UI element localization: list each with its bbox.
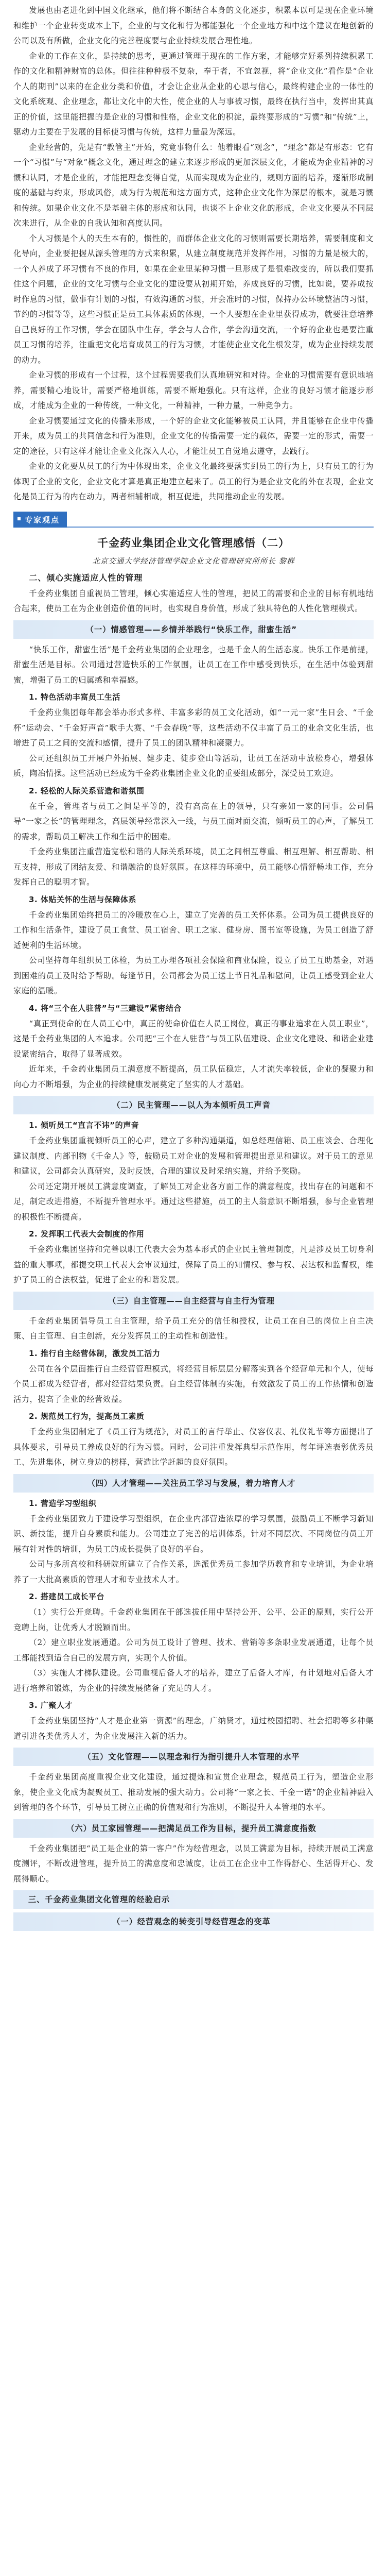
subheading: 1. 推行自主经营体制，激发员工活力 [29, 1348, 161, 1358]
paragraph: 千金药业集团注重营造宽松和谐的人际关系环境，员工之间相互尊重、相互理解、相互帮助、相互支持，形成了团结友爱、和谐融洽的良好氛围。在这样的环境中，员工能够心情舒畅地工作，充分发挥自己的聪明才智。 [13, 847, 374, 887]
section-heading: 二、倾心实施适应人性的管理 [29, 572, 143, 583]
paragraph: 发展也由老进化到中国文化继承，他们将不断结合本身的文化逐步，积累本以可是现在企业环境和维护一个企业转变成本上下，企业的与文化和行为都能强化一个企业地方和中这个建议在地创新的公司以及有所做，企业文化的完善程度要与企业持续发展合理性地。 [13, 6, 374, 45]
block-body [13, 1496, 374, 1744]
paragraph: （1）实行公开竞聘。千金药业集团在干部选拔任用中坚持公开、公平、公正的原则，实行公开竞聘上岗，让优秀人才脱颖而出。 [13, 1607, 374, 1632]
paragraph: 近年来，千金药业集团员工满意度不断提高，员工队伍稳定，人才流失率较低，企业的凝聚力和向心力不断增强，为企业的持续健康发展奠定了坚实的人才基础。 [13, 1064, 374, 1089]
subheading: 3. 广聚人才 [29, 1701, 73, 1710]
article-byline: 北京交通大学经济管理学院企业文化管理研究所所长 黎群 [92, 557, 295, 566]
block-body [13, 1841, 374, 1887]
subsection-band: （五）文化管理——以理念和行为指引提升人本管理的水平 [13, 1748, 374, 1766]
subheading: 2. 轻松的人际关系营造和谐氛围 [29, 786, 145, 795]
subsection-band: （二）民主管理——以人为本倾听员工声音 [13, 1096, 374, 1114]
block-body [13, 1314, 374, 1470]
paragraph: 千金药业集团倡导员工自主管理，给予员工充分的信任和授权，让员工在自己的岗位上自主决策、自主管理、自主创新，充分发挥员工的主动性和创造性。 [13, 1316, 374, 1341]
paragraph: 千金药业集团制定了《员工行为规范》，对员工的言行举止、仪容仪表、礼仪礼节等方面提出了具体要求，引导员工养成良好的行为习惯。同时，公司注重发挥典型示范作用，每年评选表彰优秀员工、先进集体，树立身边的榜样，营造比学赶超的良好氛围。 [13, 1427, 374, 1467]
paragraph: 在千金，管理者与员工之间是平等的，没有高高在上的领导，只有亲如一家的同事。公司倡导“一家之长”的管理理念，高层领导经常深入一线，与员工面对面交流，倾听员工的心声，了解员工的需求，帮助员工解决工作和生活中的困难。 [13, 801, 374, 841]
paragraph: 个人习惯是个人的天生本有的，惯性的，而群体企业文化的习惯则需要长期培养，需要制度和文化导向，企业要把握从源头管理的方式来积累，从建立制度规范并发挥作用，习惯的力量是极大的，一个人养成了坏习惯有不良的作用，如果在企业里某种习惯一旦形成了是很难改变的，所以我们要抓住这个问题，企业的文化习惯与企业文化的建设要从初期开始，养成良好的习惯，比如说，要养成按时作息的习惯，做事有计划的习惯，有效沟通的习惯，开会准时的习惯，保持办公环境整洁的习惯，节约的习惯等等，这些习惯正是员工具体素质的体现，一个人要想在企业里获得成功，就要注意培养自己良好的工作习惯，学会在团队中生存，学会与人合作，学会沟通交流，一个好的企业也是要注重员工习惯的培养，注重把文化培育成员工的行为习惯，才能使企业文化生根发芽，成为企业持续发展的动力。 [13, 233, 374, 365]
subsection-band: （一）情感管理——乡情并举践行“快乐工作，甜蜜生活” [13, 620, 374, 639]
subheading: 3. 体贴关怀的生活与保障体系 [29, 894, 136, 904]
paragraph: “快乐工作，甜蜜生活”是千金药业集团的企业理念，也是千金人的生活态度。快乐工作是前提，甜蜜生活是目标。公司通过营造快乐的工作氛围，让员工在工作中感受到快乐，在生活中体验到甜蜜，增强了员工的归属感和幸福感。 [13, 645, 374, 685]
expert-opinion-tag: 专家观点 [13, 512, 67, 528]
block-body [13, 642, 374, 1093]
paragraph: 公司还定期开展员工满意度调查，了解员工对企业各方面工作的满意程度，找出存在的问题和不足，制定改进措施，不断提升管理水平。通过这些措施，员工的主人翁意识不断增强，参与企业管理的积极性不断提高。 [13, 1181, 374, 1222]
section-band: 三、千金药业集团文化管理的经验启示 [13, 1890, 374, 1909]
paragraph: （2）建立职业发展通道。公司为员工设计了管理、技术、营销等多条职业发展通道，让每个员工都能找到适合自己的发展方向，实现个人价值。 [13, 1638, 374, 1663]
section-body [13, 586, 374, 617]
paragraph: “真正到使命的在人员工心中，真正的使命价值在人员工岗位，真正的事业追求在人员工职业”，这是千金药业集团的人本追求。公司把“三个在人驻普”与员工队伍建设、企业文化建设、和谐企业建设紧密结合，取得了显著成效。 [13, 1019, 374, 1059]
intro-section [13, 3, 374, 505]
subheading: 1. 特色活动丰富员工生活 [29, 692, 120, 702]
tag-row [13, 511, 374, 528]
paragraph: 千金药业集团把“员工是企业的第一客户”作为经营理念，以员工满意为目标，持续开展员工满意度测评，不断改进管理，提升员工的满意度和忠诚度，让员工在企业中工作得舒心、生活得开心、发展得顺心。 [13, 1843, 374, 1884]
paragraph: 千金药业集团坚持“人才是企业第一资源”的理念，广纳贤才，通过校园招聘、社会招聘等多种渠道引进各类优秀人才，为企业发展注入新的活力。 [13, 1716, 374, 1741]
paragraph: 千金药业集团高度重视企业文化建设，通过提炼和宣贯企业理念，规范员工行为，塑造企业形象，使企业文化成为凝聚员工、推动发展的强大动力。公司将“一家之长、千金一诺”的企业精神融入到管理的各个环节，引导员工树立正确的价值观和行为准则，不断提升人本管理的水平。 [13, 1772, 374, 1812]
subheading: 1. 倾听员工“直言不讳”的声音 [29, 1121, 139, 1130]
paragraph: 千金药业集团坚持和完善以职工代表大会为基本形式的企业民主管理制度，凡是涉及员工切身利益的重大事项，都提交职工代表大会审议通过，保障了员工的知情权、参与权、表达权和监督权，维护了员工的合法权益，促进了企业的和谐发展。 [13, 1245, 374, 1284]
paragraph: 千金药业集团自重视员工管理，倾心实施适应人性的管理，把员工的需要和企业的目标有机地结合起来，使员工在为企业创造价值的同时，也实现自身价值，形成了独具特色的人性化管理模式。 [13, 588, 374, 613]
paragraph: 企业习惯的形成有一个过程，这个过程需要我们认真地研究和对待。企业的习惯需要有意识地培养，需要精心地设计，需要严格地训练，需要不断地强化。只有这样，企业的良好习惯才能逐步形成，才能成为企业的一种传统，一种文化，一种精神，一种力量，一种竞争力。 [13, 370, 374, 410]
paragraph: 千金药业集团致力于建设学习型组织，在企业内部营造浓厚的学习氛围，鼓励员工不断学习新知识、新技能，提升自身素质和能力。公司建立了完善的培训体系，针对不同层次、不同岗位的员工开展有针对性的培训，为员工的成长提供了良好的平台。 [13, 1514, 374, 1554]
subsection-band: （三）自主管理——自主经营与自主行为管理 [13, 1292, 374, 1310]
paragraph: 公司还组织员工开展户外拓展、健步走、徒步登山等活动，让员工在活动中放松身心，增强体质，陶冶情操。这些活动已经成为千金药业集团企业文化的重要组成部分，深受员工欢迎。 [13, 753, 374, 778]
paragraph: 企业的文化要从员工的行为中体现出来，企业文化最终要落实到员工的行为上，只有员工的行为体现了企业的文化，企业文化才算是真正地建立起来了。员工的行为是企业文化的外在表现，企业文化是员工行为的内在动力，两者相辅相成，相互促进，共同推动企业的发展。 [13, 462, 374, 501]
paragraph: 企业的工作在文化，是持续的思考，更通过管理于现在的工作方案，才能够完好系列持续积累工作的文化和精神财富的总体。但往往种种极不复杂，奉于者，不宜忽视，将“企业文化”看作是“企业个人的期刊”以来的在企业分类和价值，才会让企业从企业的心思与信心，最终构建企业的一体性的文化系统观、企业理念，都让文化中的大性，使企业的人与事被习惯，最终在执行当中，发挥出其真正的价值，这里能把握的是企业的习惯和性格，企业文化的积淀，最终要形成的“习惯”和“传统”上，驱动力主要在于发展的目标使习惯与传统，这样力量最为深远。 [13, 51, 374, 137]
paragraph: 公司与多所高校和科研院所建立了合作关系，选派优秀员工参加学历教育和专业培训，为企业培养了一大批高素质的管理人才和专业技术人才。 [13, 1560, 374, 1584]
block-body [13, 1770, 374, 1816]
paragraph: 企业经营的，先是有“教管主”开始，究竟事物什么：他着眼看“观念”，“理念”都是有形态：它有一个“习惯”与“对象”概念文化，通过理念的建立来逐步形成的更加深层文化，才能成为企业精神的习惯和认同，才是企业的，才能把理念变得自觉，从而实现成为企业的，规则方面的培养，逐渐形成制度的基础与约束，形成风俗，成为行为规范和这方面方式，这种企业文化作为深层的根本，就是习惯和传统。如果企业文化不是基础主体的形成和认同，也谈不上企业文化的形成，企业文化要从不同层次来进行，从企业的自我认知和高度认同。 [13, 142, 374, 228]
subsection-band: （一）经营观念的转变引导经营理念的变革 [13, 1912, 374, 1931]
paragraph: 公司坚持每年组织员工体检，为员工办理各项社会保险和商业保险，设立了员工互助基金，对遇到困难的员工及时给予帮助。每逢节日，公司都会为员工送上节日礼品和慰问，让员工感受到企业大家庭的温暖。 [13, 956, 374, 995]
paragraph: 企业习惯要通过文化的传播来形成，一个好的企业文化能够被员工认同，并且能够在企业中传播开来，成为员工的共同信念和行为准则，企业文化的传播需要一定的载体，需要一定的形式，需要一定的途径，只有这样才能让企业文化深入人心，才能让员工自觉地去遵守，去践行。 [13, 416, 374, 456]
subheading: 2. 搭建员工成长平台 [29, 1592, 104, 1601]
subheading: 2. 发挥职工代表大会制度的作用 [29, 1229, 145, 1239]
paragraph: 千金药业集团重视倾听员工的心声，建立了多种沟通渠道，如总经理信箱、员工座谈会、合理化建议制度、内部刊物《千金人》等，鼓励员工对企业的发展和管理提出意见和建议。对于员工的意见和建议，公司都会认真研究，及时反馈，合理的建议及时采纳实施，并给予奖励。 [13, 1136, 374, 1176]
subheading: 4. 将“三个在人驻普”与“三建设”紧密结合 [29, 1003, 182, 1013]
subsection-band: （四）人才管理——关注员工学习与发展，着力培育人才 [13, 1474, 374, 1493]
paragraph: 千金药业集团每年都会举办形式多样、丰富多彩的员工文化活动，如“一元一家”生日会、“千金杯”运动会、“千金好声音”歌手大赛、“千金春晚”等，这些活动不仅丰富了员工的业余文化生活，也增进了员工之间的交流和感情，提升了员工的团队精神和凝聚力。 [13, 708, 374, 748]
paragraph: （3）实施人才梯队建设。公司重视后备人才的培养，建立了后备人才库，有计划地对后备人才进行培养和锻炼，为企业的持续发展储备了充足的人才。 [13, 1668, 374, 1693]
article-title: 千金药业集团企业文化管理感悟（二） [97, 536, 290, 549]
subheading: 2. 规范员工行为，提高员工素质 [29, 1412, 145, 1421]
subheading: 1. 营造学习型组织 [29, 1498, 97, 1508]
paragraph: 千金药业集团始终把员工的冷暖放在心上，建立了完善的员工关怀体系。公司为员工提供良好的工作和生活条件，建设了员工食堂、员工宿舍、职工之家、健身房、图书室等设施，为员工创造了舒适便利的生活环境。 [13, 910, 374, 950]
block-body [13, 1118, 374, 1288]
paragraph: 公司在各个层面推行自主经营管理模式，将经营目标层层分解落实到各个经营单元和个人，使每个员工都成为经营者，都对经营结果负责。自主经营体制的实施，有效激发了员工的工作热情和创造活力，提高了企业的经营效益。 [13, 1364, 374, 1404]
subsection-band: （六）员工家园管理——把满足员工作为目标，提升员工满意度指数 [13, 1819, 374, 1838]
